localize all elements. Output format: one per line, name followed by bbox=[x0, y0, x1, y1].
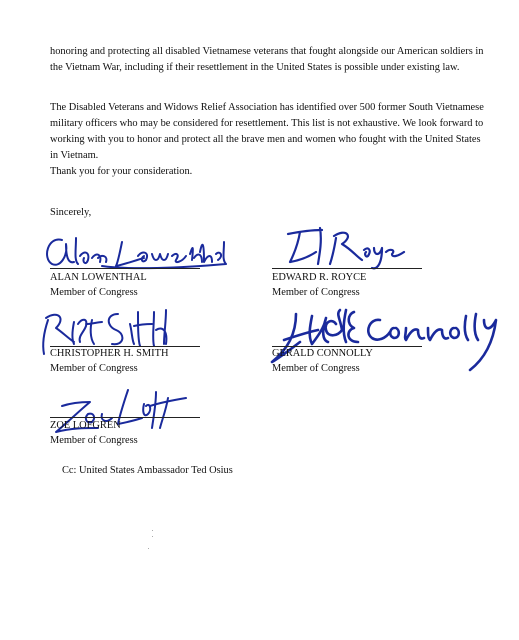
signature-line-2 bbox=[272, 268, 422, 269]
signatory-royce bbox=[272, 270, 366, 300]
signatory-title: Member of Congress bbox=[50, 363, 138, 374]
signatory-name: ALAN LOWENTHAL bbox=[50, 272, 147, 283]
signatory-title: Member of Congress bbox=[272, 363, 360, 374]
signature-line-1 bbox=[50, 268, 200, 269]
cc-line: Cc: United States Ambassador Ted Osius bbox=[62, 465, 233, 476]
signatory-name: ZOE LOFGREN bbox=[50, 420, 121, 431]
signatory-title: Member of Congress bbox=[272, 287, 360, 298]
royce-signature bbox=[282, 222, 422, 272]
signatory-lowenthal bbox=[50, 270, 147, 300]
signatory-name: EDWARD R. ROYCE bbox=[272, 272, 367, 283]
signatory-title: Member of Congress bbox=[50, 435, 138, 446]
scan-speck bbox=[152, 536, 153, 537]
signatory-connolly bbox=[272, 346, 373, 376]
paragraph-2: The Disabled Veterans and Widows Relief Association has identified over 500 former South Vietnamese military officers who may be considered for resettlement. This list is not exhaustive. We look forward to working with you to honor and protect all the brave men and women who fought with the United States in Vietnam. bbox=[50, 102, 484, 161]
paragraph-3: Thank you for your consideration. bbox=[50, 166, 193, 177]
closing: Sincerely, bbox=[50, 207, 92, 218]
scan-speck bbox=[152, 530, 153, 531]
signatory-title: Member of Congress bbox=[50, 287, 138, 298]
signatory-smith bbox=[50, 346, 168, 376]
signatory-name: CHRISTOPHER H. SMITH bbox=[50, 348, 169, 359]
paragraph-1: honoring and protecting all disabled Vietnamese veterans that fought alongside our American soldiers in the Vietnam War, including if their resettlement in the United States is possible under existing law. bbox=[50, 46, 484, 73]
signatory-name: GERALD CONNOLLY bbox=[272, 348, 373, 359]
signatory-lofgren bbox=[50, 418, 138, 448]
scan-speck bbox=[148, 548, 149, 549]
